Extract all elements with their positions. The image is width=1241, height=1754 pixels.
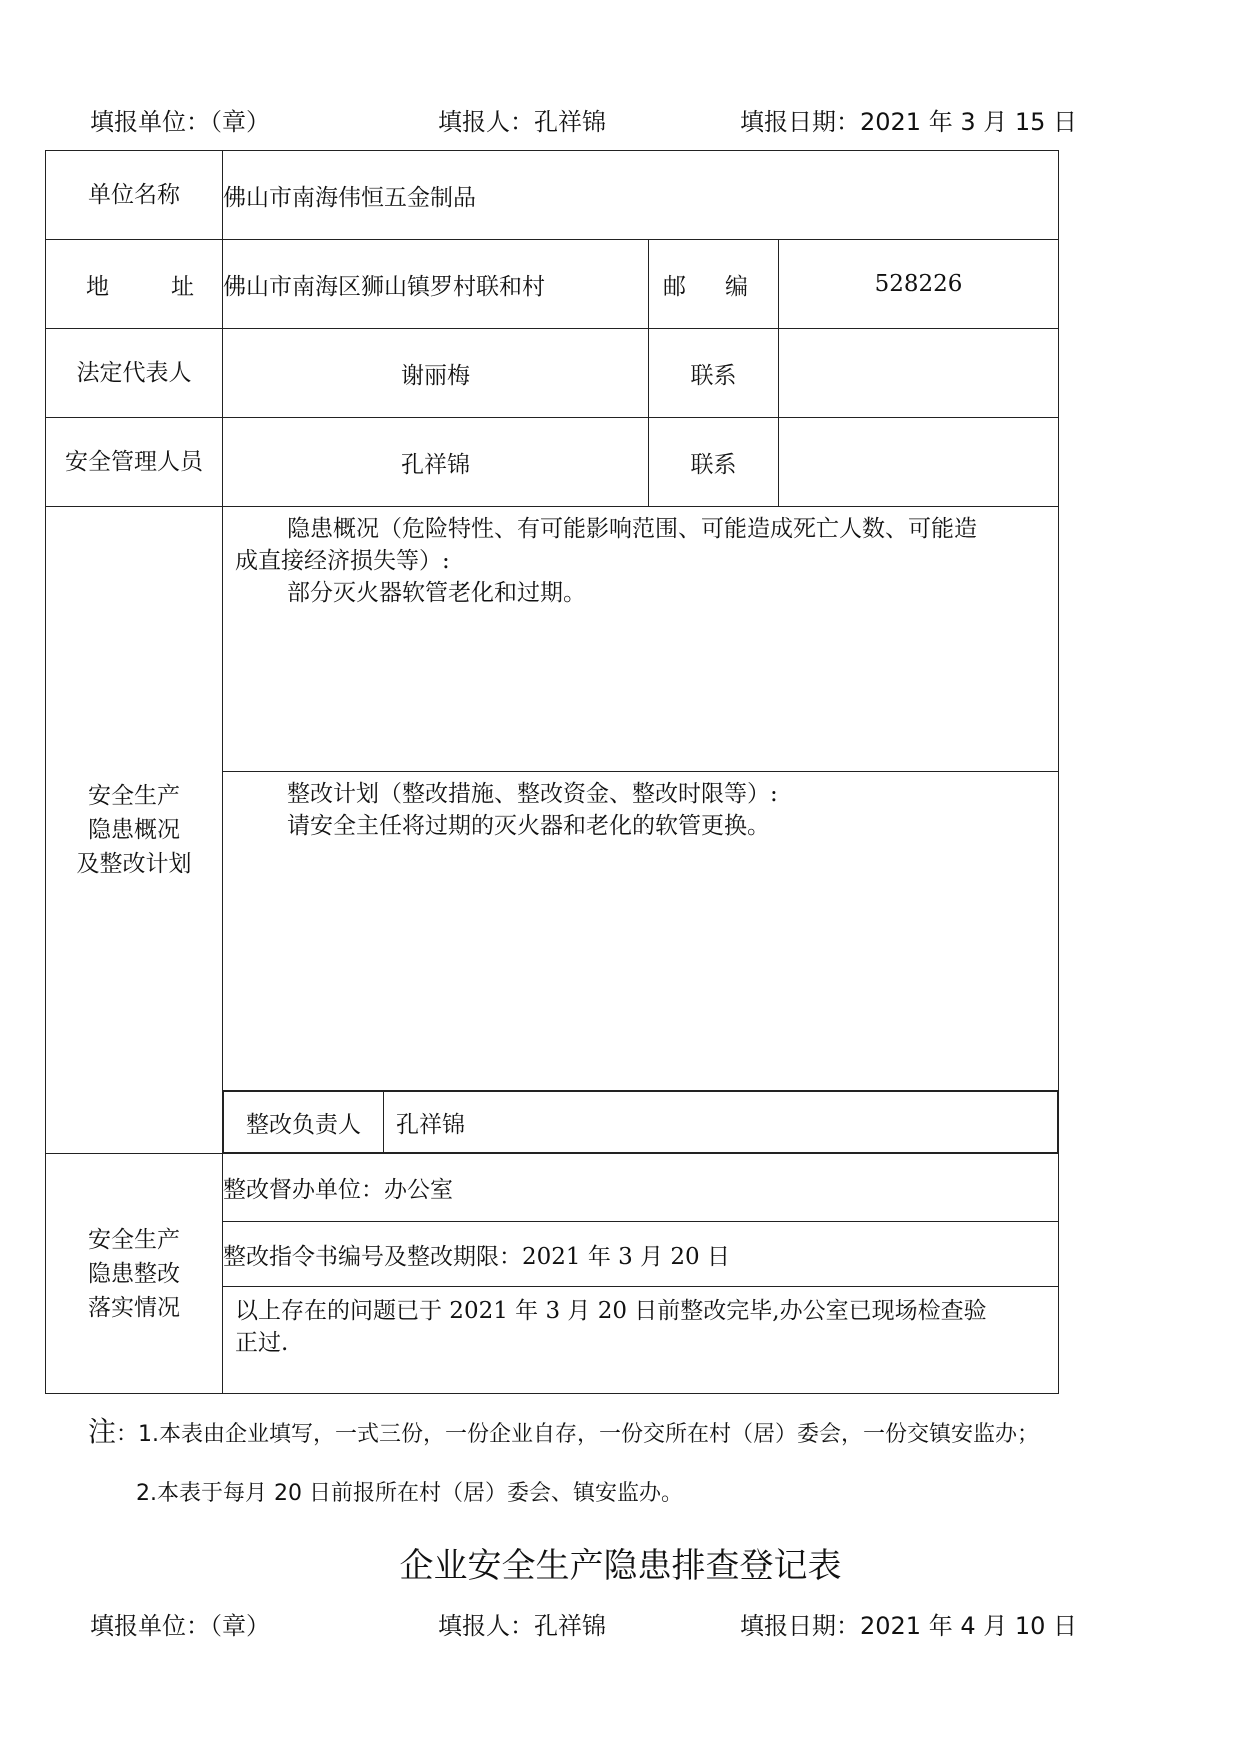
order-number-deadline: 整改指令书编号及整改期限：2021 年 3 月 20 日 [223,1222,1059,1287]
note-line-2: 2.本表于每月 20 日前报所在村（居）委会、镇安监办。 [136,1481,683,1506]
safety-manager-label: 安全管理人员 [46,418,223,507]
plan-description: 请安全主任将过期的灭火器和老化的软管更换。 [287,813,770,839]
hazard-overview-cell [223,507,1059,772]
supervising-unit: 整改督办单位：办公室 [223,1154,1059,1222]
safety-manager-contact-value [779,418,1059,507]
legal-rep-contact-value [779,329,1059,418]
reporting-unit-2: 填报单位：（章） [90,1612,270,1640]
company-name-value: 佛山市南海伟恒五金制品 [223,151,1059,240]
report-date-2: 填报日期：2021 年 4 月 10 日 [740,1612,1078,1640]
report-date: 填报日期：2021 年 3 月 15 日 [740,108,1078,136]
safety-manager-contact-label: 联系 [649,418,779,507]
plan-heading: 整改计划（整改措施、整改资金、整改时限等）: [287,781,778,807]
hazard-heading-cont: 成直接经济损失等）: [235,548,450,574]
legal-rep-label: 法定代表人 [46,329,223,418]
postcode-value: 528226 [779,240,1059,329]
implementation-section-label: 安全生产 隐患整改 落实情况 [46,1154,223,1394]
report-header-2 [0,1606,1241,1646]
postcode-label: 邮 编 [649,240,779,329]
note-prefix: 注 [88,1415,117,1448]
hazard-registration-form [45,150,1059,1394]
safety-manager-value: 孔祥锦 [223,418,649,507]
responsible-person-label: 整改负责人 [224,1092,384,1153]
reporter: 填报人：孔祥锦 [438,108,606,136]
report-header [0,102,1241,142]
rectification-plan-cell [223,772,1059,1091]
legal-rep-value: 谢丽梅 [223,329,649,418]
reporter-2: 填报人：孔祥锦 [438,1612,606,1640]
address-value: 佛山市南海区狮山镇罗村联和村 [223,240,649,329]
company-name-label: 单位名称 [46,151,223,240]
legal-rep-contact-label: 联系 [649,329,779,418]
responsible-person-value: 孔祥锦 [384,1092,1058,1153]
document-title: 企业安全生产隐患排查登记表 [399,1546,842,1586]
rectification-result: 以上存在的问题已于 2021 年 3 月 20 日前整改完毕,办公室已现场检查验 正过. [223,1287,1059,1394]
hazard-section-label: 安全生产 隐患概况 及整改计划 [46,507,223,1154]
responsible-person-row [223,1091,1059,1154]
address-label: 地 址 [46,240,223,329]
note-line-1: 注：1.本表由企业填写，一式三份，一份企业自存，一份交所在村（居）委会，一份交镇安监办； [88,1415,1040,1448]
reporting-unit: 填报单位：（章） [90,108,270,136]
hazard-description: 部分灭火器软管老化和过期。 [287,580,586,606]
hazard-heading: 隐患概况（危险特性、有可能影响范围、可能造成死亡人数、可能造 [287,516,977,542]
